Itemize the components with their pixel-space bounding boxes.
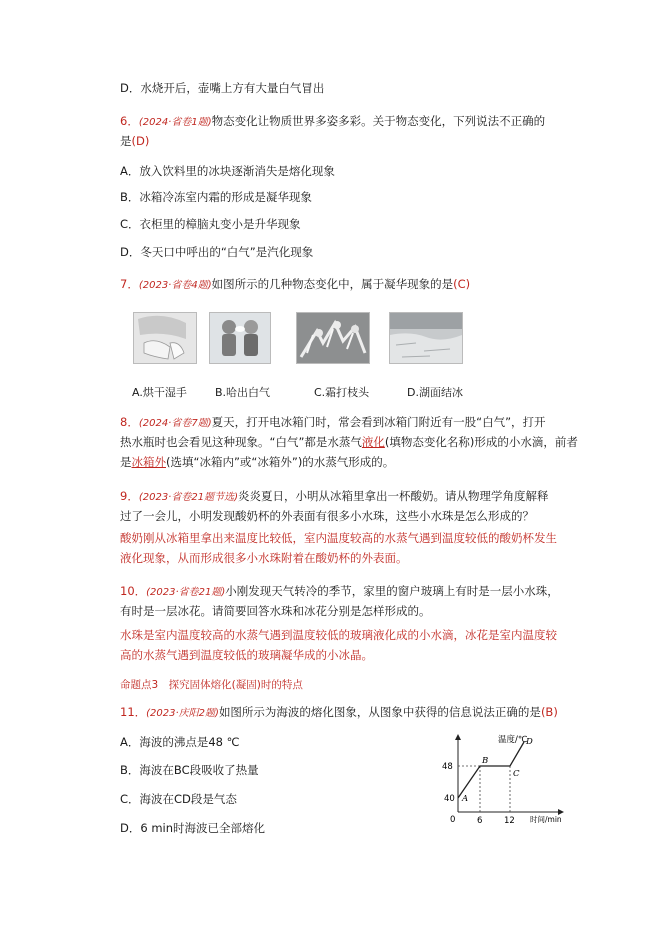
q7-source: (2023·省卷4题) [138, 280, 212, 291]
q7-stem [120, 276, 470, 294]
x-tick-6: 6 [477, 816, 483, 825]
q6-stem-line2 [120, 133, 149, 149]
q9-text1: 炎炎夏日，小明从冰箱里拿出一杯酸奶。请从物理学角度解释 [237, 489, 549, 503]
q8-blank1: 液化 [361, 435, 385, 449]
y-tick-48: 48 [442, 762, 453, 772]
q11-stem [120, 704, 558, 722]
q10-answer-line1: 水珠是室内温度较高的水蒸气遇到温度较低的玻璃液化成的小水滴，冰花是室内温度较 [120, 628, 557, 642]
q11-option-b: B．海波在BC段吸收了热量 [120, 763, 259, 777]
q8-blank2: 冰箱外 [131, 455, 166, 469]
q11-source: (2023·庆阳2题) [146, 708, 219, 719]
q10-text1: 小刚发现天气转冷的季节，家里的窗户玻璃上有时是一层小水珠， [225, 584, 559, 598]
q8-line2 [120, 434, 578, 450]
hand-dryer-photo [133, 312, 197, 364]
point-d-label: D [526, 737, 533, 747]
q8-source: (2024·省卷7题) [138, 418, 212, 429]
frost-branches-photo [296, 312, 370, 364]
q6-text2: 是 [120, 134, 132, 148]
q10-number: 10． [120, 584, 147, 598]
point-c-label: C [513, 769, 520, 779]
q9-line1 [120, 488, 548, 506]
origin-label: 0 [450, 815, 456, 825]
y-axis-arrow [455, 734, 461, 740]
q6-source: (2024·省卷1题) [138, 117, 212, 128]
children-breath-photo [209, 312, 271, 364]
q11-option-d: D．6 min时海波已全部熔化 [120, 821, 266, 835]
q6-option-d: D．冬天口中呼出的“白气”是汽化现象 [120, 245, 314, 259]
x-tick-12: 12 [504, 816, 515, 825]
q11-answer: (B) [540, 705, 558, 719]
q8-text1: 夏天，打开电冰箱门时，常会看到冰箱门附近有一股“白气”，打开 [211, 415, 546, 429]
q7-answer: (C) [453, 277, 471, 291]
q11-option-c: C．海波在CD段是气态 [120, 792, 237, 806]
q7-number: 7． [120, 277, 139, 291]
caption-d: D.湖面结冰 [407, 386, 463, 399]
q8-number: 8． [120, 415, 139, 429]
q6-number: 6． [120, 114, 139, 128]
q10-source: (2023·省卷21题) [146, 587, 226, 598]
q8-text2a: 热水瓶时也会看见这种现象。“白气”都是水蒸气 [120, 435, 362, 449]
q7-text: 如图所示的几种物态变化中，属于凝华现象的是 [211, 277, 454, 291]
caption-c: C.霜打枝头 [314, 386, 370, 399]
topic-heading: 命题点3 探究固体熔化(凝固)时的特点 [120, 679, 303, 691]
q6-option-a: A．放入饮料里的冰块逐渐消失是熔化现象 [120, 164, 335, 178]
q9-line2: 过了一会儿，小明发现酸奶杯的外表面有很多小水珠，这些小水珠是怎么形成的？ [120, 509, 534, 523]
y-tick-40: 40 [444, 794, 455, 804]
q10-answer-line2: 高的水蒸气遇到温度较低的玻璃凝华成的小冰晶。 [120, 648, 373, 662]
melting-curve-graph [440, 730, 570, 825]
q6-option-b: B．冰箱冷冻室内霜的形成是凝华现象 [120, 190, 312, 204]
q8-text3a: 是 [120, 455, 132, 469]
q5-option-d: D．水烧开后，壶嘴上方有大量白气冒出 [120, 81, 325, 95]
q10-line2: 有时是一层冰花。请简要回答水珠和冰花分别是怎样形成的。 [120, 604, 431, 618]
q6-stem-line1 [120, 113, 545, 131]
q9-answer-line1: 酸奶刚从冰箱里拿出来温度比较低，室内温度较高的水蒸气遇到温度较低的酸奶杯发生 [120, 531, 557, 545]
q6-option-c: C．衣柜里的樟脑丸变小是升华现象 [120, 217, 301, 231]
q6-answer: (D) [131, 134, 150, 148]
x-axis-label: 时间/min [530, 815, 562, 824]
q8-line3 [120, 454, 394, 470]
q11-option-a: A．海波的沸点是48 ℃ [120, 735, 240, 749]
q9-number: 9． [120, 489, 139, 503]
q9-source: (2023·省卷21题节选) [138, 492, 238, 503]
q8-line1 [120, 414, 546, 432]
caption-b: B.哈出白气 [215, 386, 271, 399]
q10-line1 [120, 583, 559, 601]
point-b-label: B [482, 756, 489, 766]
q6-text: 物态变化让物质世界多姿多彩。关于物态变化，下列说法不正确的 [211, 114, 546, 128]
y-axis-label: 温度/℃ [498, 735, 528, 745]
q8-text3b: (选填“冰箱内”或“冰箱外”)的水蒸气形成的。 [166, 455, 395, 469]
point-a-label: A [462, 794, 469, 804]
q9-answer-line2: 液化现象，从而形成很多小水珠附着在酸奶杯的外表面。 [120, 551, 408, 565]
q11-text: 如图所示为海波的熔化图象，从图象中获得的信息说法正确的是 [218, 705, 541, 719]
q11-number: 11． [120, 705, 147, 719]
frozen-lake-photo [389, 312, 463, 364]
q8-text2b: (填物态变化名称)形成的小水滴，前者 [384, 435, 578, 449]
caption-a: A.烘干湿手 [132, 386, 187, 399]
